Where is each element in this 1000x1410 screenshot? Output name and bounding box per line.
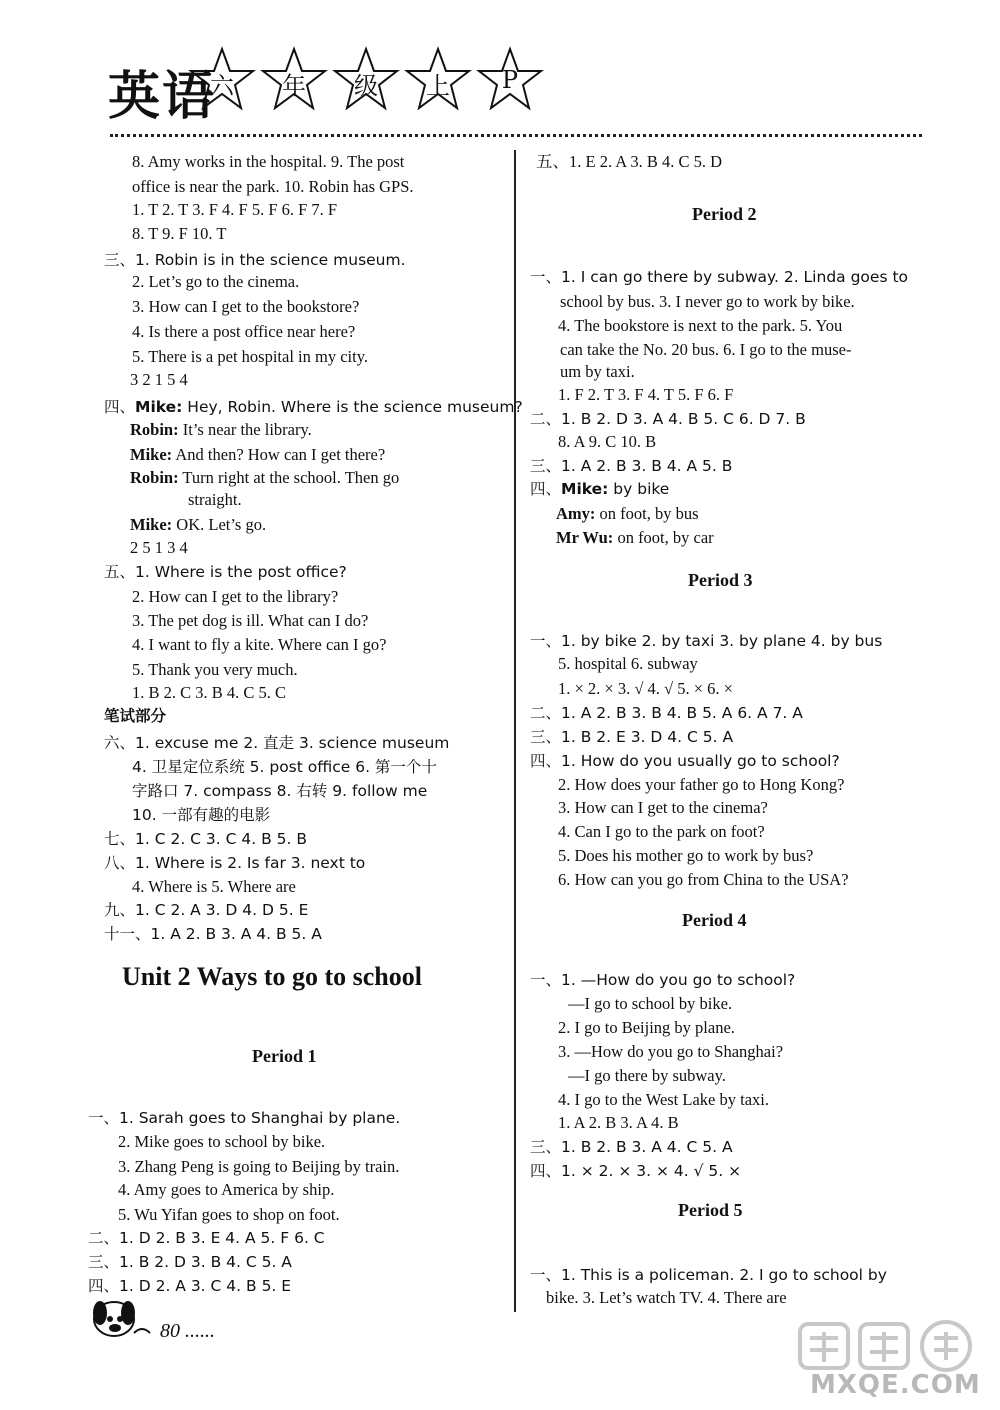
answer-line: —I go to school by bike. bbox=[568, 994, 733, 1013]
answer-line: 4. I want to fly a kite. Where can I go? bbox=[132, 635, 387, 654]
answer-line: 2. Mike goes to school by bike. bbox=[118, 1132, 326, 1151]
star-badge bbox=[404, 46, 472, 114]
answer-line: 四、Mike: by bike bbox=[530, 480, 670, 498]
answer-line: Amy: on foot, by bus bbox=[556, 504, 699, 523]
answer-line: 4. Amy goes to America by ship. bbox=[118, 1180, 335, 1199]
answer-line: 六、1. excuse me 2. 直走 3. science museum bbox=[104, 734, 450, 752]
answer-line: 6. How can you go from China to the USA? bbox=[558, 870, 849, 889]
answer-line: 3. How can I get to the bookstore? bbox=[132, 297, 360, 316]
period-heading: Period 1 bbox=[252, 1046, 317, 1066]
grade-char-3: 级 bbox=[354, 72, 378, 100]
period-heading: Period 3 bbox=[688, 570, 753, 590]
subject-title: 英语 bbox=[108, 66, 217, 127]
answer-line: 4. I go to the West Lake by taxi. bbox=[558, 1090, 769, 1109]
page-number: 80 ...... bbox=[160, 1320, 215, 1342]
column-divider bbox=[514, 150, 516, 1312]
answer-line: Robin: Turn right at the school. Then go bbox=[130, 468, 400, 487]
answer-line: 笔试部分 bbox=[104, 707, 167, 725]
answer-line: 2. I go to Beijing by plane. bbox=[558, 1018, 735, 1037]
answer-line: Robin: It’s near the library. bbox=[130, 420, 312, 439]
answer-line: 一、1. by bike 2. by taxi 3. by plane 4. by bus bbox=[530, 632, 883, 650]
grade-char-4: 上 bbox=[426, 72, 450, 100]
answer-line: 一、1. Sarah goes to Shanghai by plane. bbox=[88, 1109, 401, 1127]
star-badge bbox=[260, 46, 328, 114]
answer-line: 3 2 1 5 4 bbox=[130, 370, 188, 389]
answer-line: 二、1. B 2. D 3. A 4. B 5. C 6. D 7. B bbox=[530, 410, 806, 428]
answer-line: 1. T 2. T 3. F 4. F 5. F 6. F 7. F bbox=[132, 200, 338, 219]
header-dotted-rule bbox=[110, 134, 922, 137]
answer-line: 3. How can I get to the cinema? bbox=[558, 798, 768, 817]
answer-line: 2 5 1 3 4 bbox=[130, 538, 188, 557]
star-badge bbox=[476, 46, 544, 114]
watermark-url: MXQE.COM bbox=[810, 1370, 981, 1400]
answer-line: —I go there by subway. bbox=[568, 1066, 726, 1085]
answer-line: 一、1. —How do you go to school? bbox=[530, 971, 796, 989]
period-heading: Period 5 bbox=[678, 1200, 743, 1220]
star-badge bbox=[332, 46, 400, 114]
answer-line: 二、1. D 2. B 3. E 4. A 5. F 6. C bbox=[88, 1229, 325, 1247]
answer-line: Mr Wu: on foot, by car bbox=[556, 528, 714, 547]
answer-line: 4. Is there a post office near here? bbox=[132, 322, 356, 341]
answer-line: bike. 3. Let’s watch TV. 4. There are bbox=[546, 1288, 787, 1307]
answer-line: 10. 一部有趣的电影 bbox=[132, 806, 271, 824]
grade-char-5: P bbox=[501, 66, 519, 94]
answer-line: 一、1. This is a policeman. 2. I go to school by bbox=[530, 1266, 887, 1284]
unit-title: Unit 2 Ways to go to school bbox=[122, 962, 422, 991]
answer-line: 5. Wu Yifan goes to shop on foot. bbox=[118, 1205, 340, 1224]
answer-line: 四、1. D 2. A 3. C 4. B 5. E bbox=[88, 1277, 292, 1295]
answer-line: 一、1. I can go there by subway. 2. Linda goes to bbox=[530, 268, 909, 286]
answer-line: 四、1. × 2. × 3. × 4. √ 5. × bbox=[530, 1162, 742, 1180]
answer-line: 3. Zhang Peng is going to Beijing by train. bbox=[118, 1157, 400, 1176]
answer-line: 二、1. A 2. B 3. B 4. B 5. A 6. A 7. A bbox=[530, 704, 803, 722]
answer-line: 1. A 2. B 3. A 4. B bbox=[558, 1113, 679, 1132]
answer-line: 四、Mike: Hey, Robin. Where is the science museum? bbox=[104, 398, 523, 416]
cartoon-dog-icon bbox=[90, 1295, 154, 1346]
answer-line: 4. Where is 5. Where are bbox=[132, 877, 296, 896]
period-heading: Period 2 bbox=[692, 204, 757, 224]
answer-line: 5. hospital 6. subway bbox=[558, 654, 698, 673]
answer-line: 2. How can I get to the library? bbox=[132, 587, 339, 606]
answer-line: 2. How does your father go to Hong Kong? bbox=[558, 775, 845, 794]
answer-line: Mike: OK. Let’s go. bbox=[130, 515, 267, 534]
answer-line: 8. A 9. C 10. B bbox=[558, 432, 657, 451]
answer-line: Mike: And then? How can I get there? bbox=[130, 445, 386, 464]
answer-line: 五、1. Where is the post office? bbox=[104, 563, 347, 581]
grade-char-1: 六 bbox=[210, 72, 234, 100]
answer-line: 4. 卫星定位系统 5. post office 6. 第一个十 bbox=[132, 758, 437, 776]
answer-line: 5. Does his mother go to work by bus? bbox=[558, 846, 814, 865]
answer-line: straight. bbox=[188, 490, 242, 509]
answer-line: 8. T 9. F 10. T bbox=[132, 224, 227, 243]
answer-line: 十一、1. A 2. B 3. A 4. B 5. A bbox=[104, 925, 322, 943]
answer-line: 3. —How do you go to Shanghai? bbox=[558, 1042, 784, 1061]
answer-line: 三、1. B 2. B 3. A 4. C 5. A bbox=[530, 1138, 733, 1156]
answer-line: 5. Thank you very much. bbox=[132, 660, 298, 679]
answer-line: 2. Let’s go to the cinema. bbox=[132, 272, 300, 291]
answer-line: 字路口 7. compass 8. 右转 9. follow me bbox=[132, 782, 428, 800]
answer-line: can take the No. 20 bus. 6. I go to the muse- bbox=[560, 340, 852, 359]
answer-line: 五、1. E 2. A 3. B 4. C 5. D bbox=[536, 152, 723, 171]
answer-line: office is near the park. 10. Robin has GPS. bbox=[132, 177, 414, 196]
answer-line: 四、1. How do you usually go to school? bbox=[530, 752, 840, 770]
answer-line: 三、1. B 2. D 3. B 4. C 5. A bbox=[88, 1253, 292, 1271]
answer-line: um by taxi. bbox=[560, 362, 635, 381]
answer-line: 三、1. A 2. B 3. B 4. A 5. B bbox=[530, 457, 733, 475]
answer-line: 4. The bookstore is next to the park. 5. You bbox=[558, 316, 843, 335]
answer-line: 1. B 2. C 3. B 4. C 5. C bbox=[132, 683, 287, 702]
answer-line: 1. F 2. T 3. F 4. T 5. F 6. F bbox=[558, 385, 734, 404]
answer-line: 4. Can I go to the park on foot? bbox=[558, 822, 765, 841]
answer-line: 三、1. B 2. E 3. D 4. C 5. A bbox=[530, 728, 734, 746]
answer-line: 8. Amy works in the hospital. 9. The post bbox=[132, 152, 405, 171]
grade-char-2: 年 bbox=[282, 72, 306, 100]
answer-line: 八、1. Where is 2. Is far 3. next to bbox=[104, 854, 366, 872]
star-badge bbox=[188, 46, 256, 114]
answer-line: 七、1. C 2. C 3. C 4. B 5. B bbox=[104, 830, 308, 848]
page-header bbox=[78, 44, 938, 144]
answer-line: 5. There is a pet hospital in my city. bbox=[132, 347, 368, 366]
period-heading: Period 4 bbox=[682, 910, 747, 930]
answer-line: school by bus. 3. I never go to work by bike. bbox=[560, 292, 855, 311]
answer-line: 三、1. Robin is in the science museum. bbox=[104, 251, 406, 269]
answer-line: 3. The pet dog is ill. What can I do? bbox=[132, 611, 369, 630]
answer-line: 1. × 2. × 3. √ 4. √ 5. × 6. × bbox=[558, 679, 733, 698]
answer-line: 九、1. C 2. A 3. D 4. D 5. E bbox=[104, 901, 309, 919]
